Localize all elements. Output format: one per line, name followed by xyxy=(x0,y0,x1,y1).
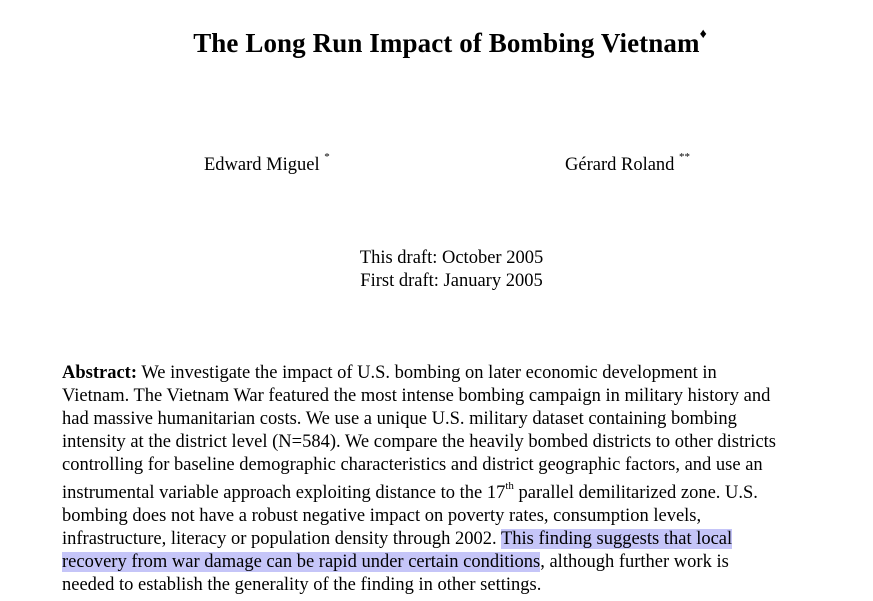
author-footnote-mark[interactable]: ** xyxy=(679,151,691,163)
this-draft-date: This draft: October 2005 xyxy=(359,248,544,268)
first-draft-date: First draft: January 2005 xyxy=(360,271,543,291)
abstract-line: needed to establish the generality of the finding in other settings. xyxy=(62,575,542,596)
author-2 xyxy=(565,151,691,176)
abstract-line: recovery from war damage can be rapid under certain conditions, although further work is xyxy=(62,552,729,573)
title-footnote-mark[interactable]: ♦ xyxy=(699,27,707,42)
highlighted-text-selection[interactable]: This finding suggests that local xyxy=(500,529,733,550)
abstract-line: bombing does not have a robust negative impact on poverty rates, consumption levels, xyxy=(62,506,702,527)
abstract-line: intensity at the district level (N=584). We compare the heavily bombed districts to other districts xyxy=(62,432,777,452)
ordinal-superscript: th xyxy=(505,480,514,492)
abstract-line: Abstract: We investigate the impact of U.S. bombing on later economic development in xyxy=(62,363,717,383)
paper-title xyxy=(0,28,873,59)
abstract-line: had massive humanitarian costs. We use a unique U.S. military dataset containing bombing xyxy=(62,409,737,429)
draft-dates xyxy=(0,247,873,293)
title-text: The Long Run Impact of Bombing Vietnam xyxy=(193,28,700,58)
author-name: Gérard Roland xyxy=(565,155,675,176)
author-name: Edward Miguel xyxy=(204,155,320,176)
author-footnote-mark[interactable]: * xyxy=(324,151,330,163)
abstract-line: controlling for baseline demographic characteristics and district geographic factors, and use an xyxy=(62,455,763,475)
abstract-line: instrumental variable approach exploiting distance to the 17th parallel demilitarized zone. U.S. xyxy=(62,480,758,504)
author-1 xyxy=(204,151,330,176)
abstract-line: Vietnam. The Vietnam War featured the most intense bombing campaign in military history and xyxy=(62,386,771,406)
abstract xyxy=(62,362,852,597)
abstract-label: Abstract: xyxy=(62,363,138,383)
highlighted-text-selection[interactable]: recovery from war damage can be rapid under certain conditions xyxy=(62,552,541,573)
abstract-line: infrastructure, literacy or population density through 2002. This finding suggests that local xyxy=(62,529,733,550)
